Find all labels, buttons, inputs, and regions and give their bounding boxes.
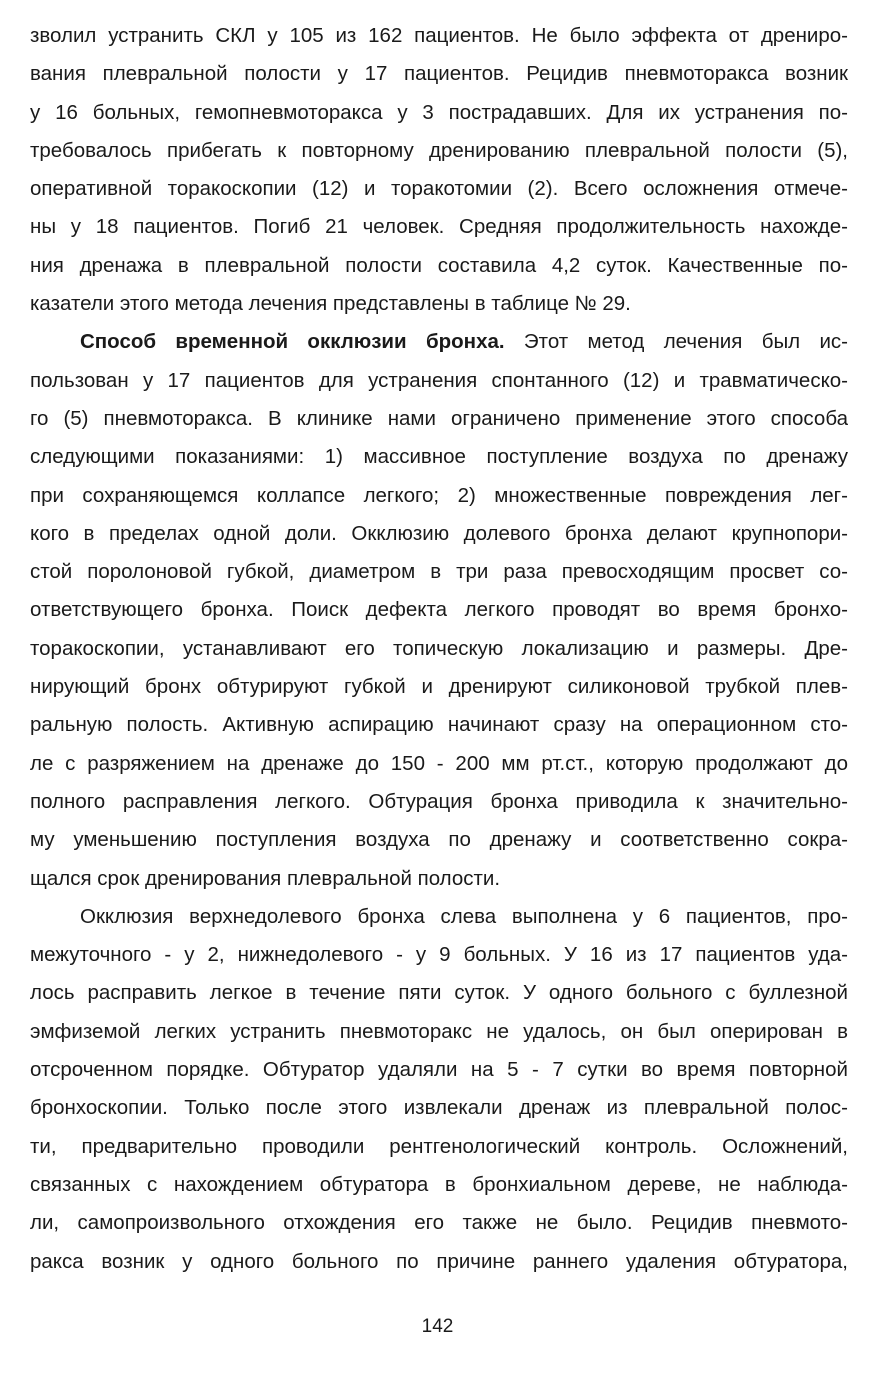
page-number: 142 [421,1316,454,1337]
section-heading: Способ временной окклюзии бронха. [80,330,505,354]
text-line: кого в пределах одной доли. Окклюзию долевого бронха делают крупнопори- [30,521,848,545]
text-line: стой поролоновой губкой, диаметром в три раза превосходящим просвет со- [30,560,848,584]
heading-line-continuation: Этот метод лечения был ис- [504,330,848,354]
text-line: ния дренажа в плевральной полости составила 4,2 суток. Качественные по- [30,253,848,277]
text-line: казатели этого метода лечения представлены в таблице № 29. [30,292,631,316]
text-line: Окклюзия верхнедолевого бронха слева выполнена у 6 пациентов, про- [80,904,848,928]
text-line: при сохраняющемся коллапсе легкого; 2) множественные повреждения лег- [30,483,848,507]
text-line: оперативной торакоскопии (12) и торакотомии (2). Всего осложнения отмече- [30,177,848,201]
text-line: лось расправить легкое в течение пяти суток. У одного больного с буллезной [30,981,848,1005]
text-line: бронхоскопии. Только после этого извлекали дренаж из плевральной полос- [30,1096,848,1120]
text-line: му уменьшению поступления воздуха по дренажу и соответственно сокра- [30,828,848,852]
text-line: зволил устранить СКЛ у 105 из 162 пациентов. Не было эффекта от дрениро- [30,24,848,47]
text-line: у 16 больных, гемопневмоторакса у 3 пострадавших. Для их устранения по- [30,100,848,124]
text-line: ответствующего бронха. Поиск дефекта легкого проводят во время бронхо- [30,598,848,622]
paragraph-2 [30,323,848,897]
text-line: го (5) пневмоторакса. В клинике нами ограничено применение этого способа [30,406,848,430]
text-line: пользован у 17 пациентов для устранения спонтанного (12) и травматическо- [30,368,848,392]
text-line: ны у 18 пациентов. Погиб 21 человек. Средняя продолжительность нахожде- [30,215,848,239]
text-line [30,323,848,361]
text-line: полного расправления легкого. Обтурация бронха приводила к значительно- [30,789,848,813]
paragraph-3 [30,898,848,1281]
text-line: вания плевральной полости у 17 пациентов. Рецидив пневмоторакса возник [30,62,848,86]
text-line: требовалось прибегать к повторному дренированию плевральной полости (5), [30,138,848,162]
text-line: межуточного - у 2, нижнедолевого - у 9 больных. У 16 из 17 пациентов уда- [30,943,848,967]
text-line: ли, самопроизвольного отхождения его также не было. Рецидив пневмото- [30,1211,848,1235]
text-line: отсроченном порядке. Обтуратор удаляли на 5 - 7 сутки во время повторной [30,1058,848,1082]
text-line: ракса возник у одного больного по причине раннего удаления обтуратора, [30,1249,848,1273]
paragraph-1 [30,17,848,323]
text-line: торакоскопии, устанавливают его топическую локализацию и размеры. Дре- [30,636,848,660]
text-line: ти, предварительно проводили рентгенологический контроль. Осложнений, [30,1134,848,1158]
body-text [30,17,848,1281]
text-line: эмфиземой легких устранить пневмоторакс не удалось, он был оперирован в [30,1019,848,1043]
text-line: ле с разряжением на дренаже до 150 - 200 мм рт.ст., которую продолжают до [30,751,848,775]
text-line: нирующий бронх обтурируют губкой и дренируют силиконовой трубкой плев- [30,675,848,699]
text-line: щался срок дренирования плевральной полости. [30,866,501,890]
text-line: связанных с нахождением обтуратора в бронхиальном дереве, не наблюда- [30,1172,848,1196]
text-line: следующими показаниями: 1) массивное поступление воздуха по дренажу [30,445,848,469]
text-line: ральную полость. Активную аспирацию начинают сразу на операционном сто- [30,713,848,737]
